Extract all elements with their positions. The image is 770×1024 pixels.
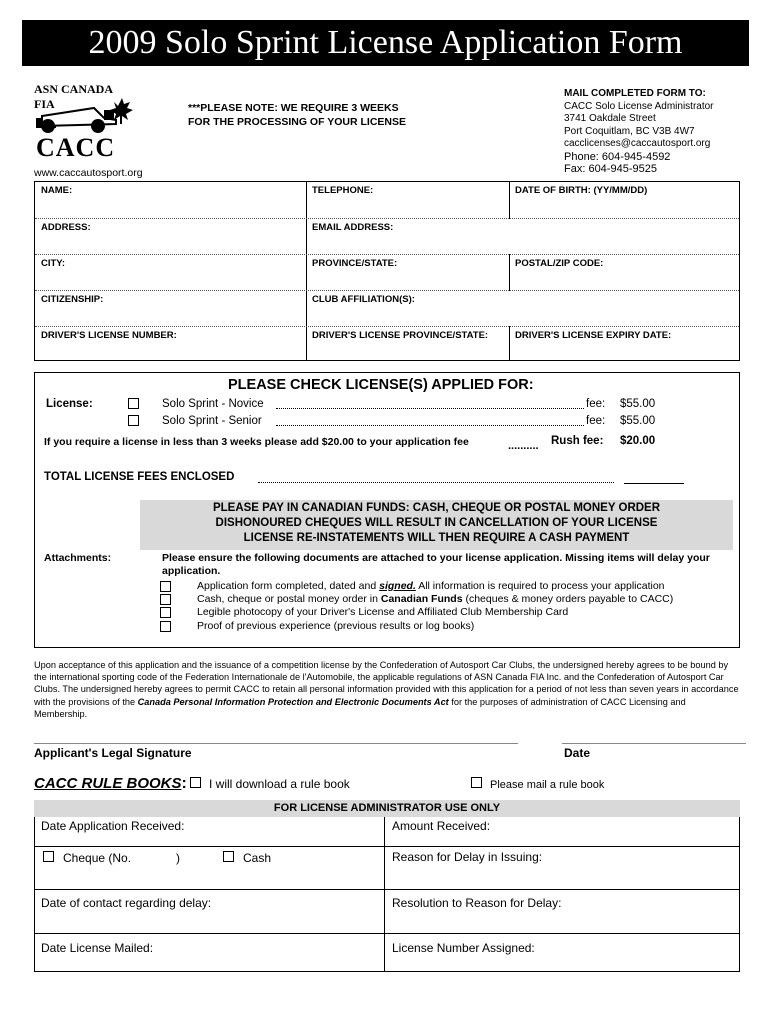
- email-field[interactable]: EMAIL ADDRESS:: [312, 222, 394, 233]
- form-title: 2009 Solo Sprint License Application Form: [22, 20, 749, 66]
- mail-heading: MAIL COMPLETED FORM TO:: [564, 88, 706, 99]
- total-fees-input[interactable]: [624, 483, 684, 484]
- license-number-field[interactable]: License Number Assigned:: [392, 941, 535, 955]
- mail-email: cacclicenses@caccautosport.org: [564, 138, 711, 149]
- mail-address-block: MAIL COMPLETED FORM TO: CACC Solo License Administrator 3741 Oakdale Street Port Coquitlam, BC V3B 4W7 cacclicenses@caccautosport.org Phone: 604-945-4592 Fax: 604-945-9525: [564, 88, 714, 175]
- reason-delay-field[interactable]: Reason for Delay in Issuing:: [392, 850, 543, 864]
- senior-checkbox[interactable]: [128, 415, 139, 426]
- dl-number-field[interactable]: DRIVER'S LICENSE NUMBER:: [41, 330, 177, 341]
- novice-fee: $55.00: [620, 398, 656, 410]
- license-heading: PLEASE CHECK LICENSE(S) APPLIED FOR:: [228, 377, 534, 393]
- cheque-checkbox[interactable]: [43, 851, 54, 862]
- rush-note: If you require a license in less than 3 weeks please add $20.00 to your application fee: [44, 436, 469, 448]
- rush-fee: $20.00: [620, 435, 656, 447]
- mail-rulebook-option: Please mail a rule book: [490, 779, 605, 791]
- cacc-logo: [34, 82, 134, 162]
- mail-phone: 604-945-4592: [601, 150, 671, 163]
- attach-item-2: Cash, cheque or postal money order in Canadian Funds (cheques & money orders payable to CACC): [197, 593, 674, 605]
- rush-fee-label: Rush fee:: [551, 435, 604, 447]
- cheque-label: Cheque (No.: [63, 851, 132, 865]
- race-car-icon: [34, 96, 134, 162]
- city-field[interactable]: CITY:: [41, 258, 66, 269]
- attach-item-4: Proof of previous experience (previous results or log books): [197, 620, 475, 632]
- attach-application-checkbox[interactable]: [160, 581, 171, 592]
- dl-province-field[interactable]: DRIVER'S LICENSE PROVINCE/STATE:: [312, 330, 489, 341]
- date-line[interactable]: [562, 743, 746, 744]
- asn-logo-text: ASN CANADA FIA: [34, 82, 113, 111]
- attach-experience-checkbox[interactable]: [160, 621, 171, 632]
- name-field[interactable]: NAME:: [41, 185, 73, 196]
- novice-checkbox[interactable]: [128, 398, 139, 409]
- admin-heading: FOR LICENSE ADMINISTRATOR USE ONLY: [34, 800, 740, 817]
- date-label: Date: [564, 746, 591, 760]
- signature-line[interactable]: [34, 743, 518, 744]
- website: www.caccautosport.org: [34, 167, 143, 179]
- date-received-field[interactable]: Date Application Received:: [41, 819, 185, 833]
- download-rulebook-checkbox[interactable]: [190, 777, 201, 788]
- download-rulebook-option: I will download a rule book: [209, 777, 350, 791]
- svg-text:CACC: CACC: [36, 133, 116, 162]
- date-mailed-field[interactable]: Date License Mailed:: [41, 941, 154, 955]
- cash-checkbox[interactable]: [223, 851, 234, 862]
- applicant-info-grid: [34, 181, 740, 361]
- attach-item-1: Application form completed, dated and signed. All information is required to process your application: [197, 580, 665, 592]
- senior-option: Solo Sprint - Senior: [162, 415, 262, 427]
- rulebooks-label: CACC RULE BOOKS:: [34, 775, 187, 792]
- signature-label: Applicant's Legal Signature: [34, 746, 192, 760]
- novice-option: Solo Sprint - Novice: [162, 398, 264, 410]
- license-label: License:: [46, 398, 93, 410]
- resolution-field[interactable]: Resolution to Reason for Delay:: [392, 896, 562, 910]
- total-fees-label: TOTAL LICENSE FEES ENCLOSED: [44, 471, 235, 483]
- mail-fax: Fax: 604-945-9525: [564, 163, 657, 175]
- address-field[interactable]: ADDRESS:: [41, 222, 91, 233]
- attach-payment-checkbox[interactable]: [160, 594, 171, 605]
- cash-label: Cash: [243, 851, 272, 865]
- postal-code-field[interactable]: POSTAL/ZIP CODE:: [515, 258, 604, 269]
- legal-agreement: Upon acceptance of this application and the issuance of a competition license by the Confederation of Autosport Car Clubs, the undersigned hereby agrees to be bound by the international sporting code of the Federation Internationale de l'Automobile, the applicable regulations of ASN Canada FIA Inc. and the Confederation of Autosport Car Clubs. The undersigned hereby agrees to permit CACC to retain all personal information provided with this application for a period of not less than seven years in accordance with the provisions of the Canada Personal Information Protection and Electronic Documents Act for the purposes of administration of CACC Licensing and Membership.: [34, 660, 739, 719]
- senior-fee: $55.00: [620, 415, 656, 427]
- date-contact-field[interactable]: Date of contact regarding delay:: [41, 896, 212, 910]
- telephone-field[interactable]: TELEPHONE:: [312, 185, 374, 196]
- attach-item-3: Legible photocopy of your Driver's License and Affiliated Club Membership Card: [197, 606, 569, 618]
- dl-expiry-field[interactable]: DRIVER'S LICENSE EXPIRY DATE:: [515, 330, 672, 341]
- club-affiliation-field[interactable]: CLUB AFFILIATION(S):: [312, 294, 415, 305]
- mail-rulebook-checkbox[interactable]: [471, 777, 482, 788]
- dob-field[interactable]: DATE OF BIRTH: (YY/MM/DD): [515, 185, 648, 196]
- province-field[interactable]: PROVINCE/STATE:: [312, 258, 398, 269]
- attachments-label: Attachments:: [44, 552, 112, 564]
- attach-photocopy-checkbox[interactable]: [160, 607, 171, 618]
- processing-note: ***PLEASE NOTE: WE REQUIRE 3 WEEKS FOR THE PROCESSING OF YOUR LICENSE: [188, 102, 406, 128]
- attachments-intro: Please ensure the following documents are attached to your license application. Missing items will delay your application.: [162, 552, 710, 577]
- citizenship-field[interactable]: CITIZENSHIP:: [41, 294, 104, 305]
- amount-received-field[interactable]: Amount Received:: [392, 819, 491, 833]
